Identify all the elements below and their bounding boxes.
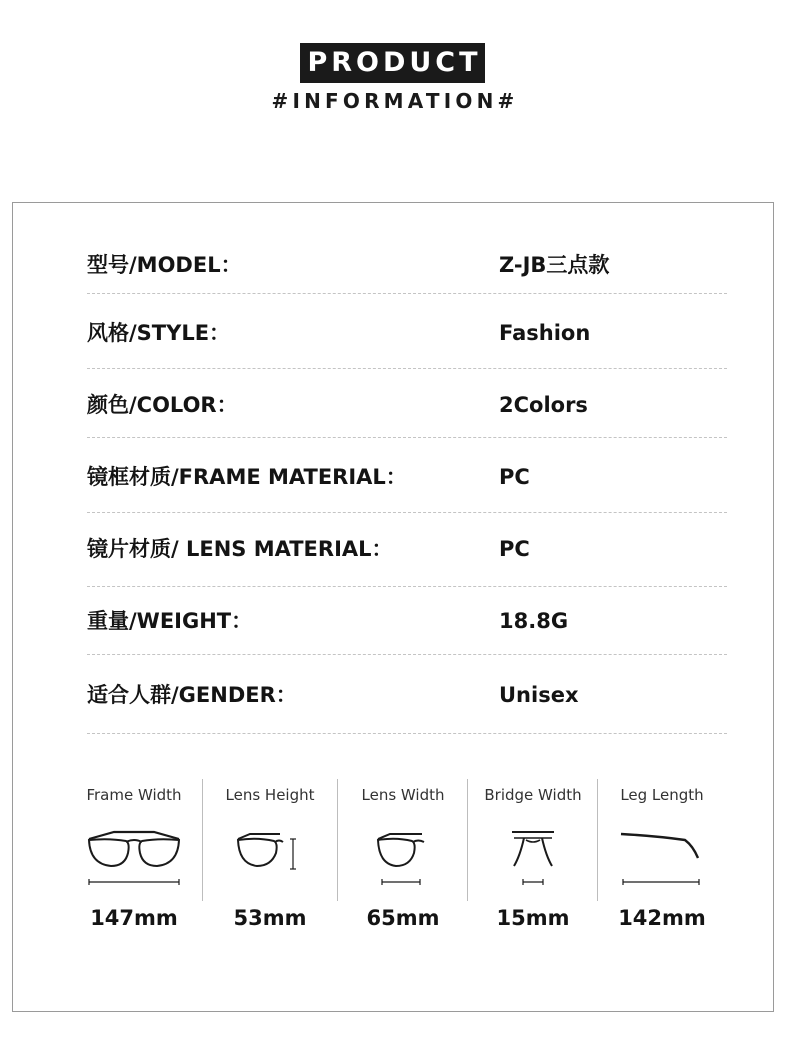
lens-height-icon [205,826,335,890]
measure-lens-width [338,778,468,948]
spec-row-model [87,245,727,285]
spec-row-gender [87,675,727,715]
lens-width-icon [338,826,468,890]
spec-value: 18.8G [499,609,569,633]
leg-length-icon [597,826,727,890]
measure-frame-width [69,778,199,948]
spec-row-lens-material [87,529,727,569]
row-divider [87,293,727,294]
spec-value: Z-JB三点款 [499,253,610,277]
column-divider [202,779,203,901]
spec-label: 镜框材质/FRAME MATERIAL： [87,465,407,489]
measure-value: 147mm [90,906,178,930]
spec-row-frame-material [87,457,727,497]
row-divider [87,733,727,734]
row-divider [87,512,727,513]
spec-label: 镜片材质/ LENS MATERIAL： [87,537,393,561]
spec-row-weight [87,601,727,641]
spec-value: 2Colors [499,393,588,417]
spec-label: 风格/STYLE： [87,321,231,345]
measure-value: 142mm [618,906,706,930]
measure-bridge-width [468,778,598,948]
spec-label: 适合人群/GENDER： [87,683,297,707]
bridge-width-icon [468,826,598,890]
frame-width-icon [69,826,199,890]
row-divider [87,654,727,655]
measure-label: Lens Width [361,786,445,804]
information-subtitle: #INFORMATION# [271,89,519,113]
measure-leg-length [597,778,727,948]
row-divider [87,437,727,438]
spec-value: PC [499,465,530,489]
measure-label: Leg Length [620,786,704,804]
spec-label: 型号/MODEL： [87,253,242,277]
measure-value: 15mm [496,906,570,930]
row-divider [87,586,727,587]
spec-value: Fashion [499,321,591,345]
product-title: PRODUCT [300,43,485,83]
measure-label: Frame Width [86,786,182,804]
spec-row-style [87,313,727,353]
measure-label: Bridge Width [484,786,582,804]
spec-label: 重量/WEIGHT： [87,609,253,633]
spec-value: Unisex [499,683,579,707]
spec-label: 颜色/COLOR： [87,393,238,417]
measure-value: 65mm [366,906,440,930]
row-divider [87,368,727,369]
measure-lens-height [205,778,335,948]
spec-row-color [87,385,727,425]
spec-value: PC [499,537,530,561]
measure-value: 53mm [233,906,307,930]
measure-label: Lens Height [225,786,315,804]
